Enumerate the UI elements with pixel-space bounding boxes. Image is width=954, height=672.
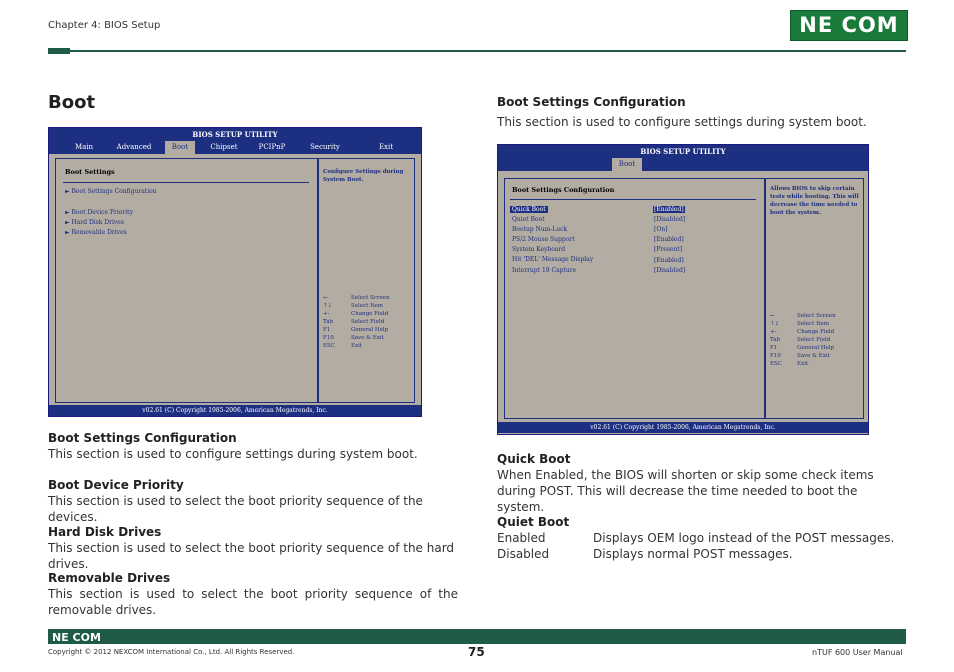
bios-key: Tab bbox=[323, 319, 334, 325]
section-text-removable-drives: This section is used to select the boot priority sequence of the removable drives. bbox=[48, 587, 458, 617]
bios-key-desc: Select Screen bbox=[351, 295, 390, 301]
page-number: 75 bbox=[468, 645, 485, 659]
right-section-title: Boot Settings Configuration bbox=[497, 95, 686, 109]
bios-menubar bbox=[498, 158, 868, 171]
bios-key: ← bbox=[770, 313, 775, 319]
section-title-hard-disk-drives: Hard Disk Drives bbox=[48, 525, 162, 539]
bios-footer: v02.61 (C) Copyright 1985-2006, American Megatrends, Inc. bbox=[49, 405, 421, 416]
bios-key-desc: Save & Exit bbox=[351, 335, 384, 341]
bios-key-desc: Select Screen bbox=[797, 313, 836, 319]
bios-panel-underline bbox=[510, 199, 756, 200]
bios-key-desc: Select Item bbox=[351, 303, 383, 309]
bios-setting-hit-del[interactable]: Hit 'DEL' Message Display bbox=[512, 256, 594, 263]
bios-key: F1 bbox=[323, 327, 331, 333]
bios-setting-quiet-boot[interactable]: Quiet Boot bbox=[512, 216, 545, 223]
bios-menu-advanced[interactable]: Advanced bbox=[116, 143, 152, 151]
bios-key: ESC bbox=[323, 343, 335, 349]
header-rule-accent bbox=[48, 48, 70, 54]
bios-key: +- bbox=[323, 311, 330, 317]
bios-key: F10 bbox=[770, 353, 781, 359]
nexcom-logo bbox=[790, 10, 908, 41]
bios-key-desc: General Help bbox=[351, 327, 389, 333]
bios-key: F1 bbox=[770, 345, 778, 351]
bios-key: ESC bbox=[770, 361, 782, 367]
bios-item-boot-device-priority[interactable]: ► Boot Device Priority bbox=[65, 209, 133, 216]
logo-text: NE COM bbox=[799, 13, 899, 37]
bios-key: ↑↓ bbox=[323, 303, 333, 309]
copyright-text: Copyright © 2012 NEXCOM International Co., Ltd. All Rights Reserved. bbox=[48, 648, 295, 656]
footer-logo: NE COM bbox=[52, 631, 101, 644]
bios-value-quiet-boot[interactable]: [Disabled] bbox=[654, 216, 686, 223]
bios-menu-boot[interactable]: Boot bbox=[165, 141, 195, 154]
bios-value-interrupt-19[interactable]: [Disabled] bbox=[654, 267, 686, 274]
bios-key: Tab bbox=[770, 337, 781, 343]
bios-menu-chipset[interactable]: Chipset bbox=[210, 143, 238, 151]
bios-main-panel bbox=[504, 178, 766, 419]
bios-value-ps2-mouse[interactable]: [Enabled] bbox=[654, 236, 684, 243]
bios-key: F10 bbox=[323, 335, 334, 341]
page-title: Boot bbox=[48, 92, 96, 113]
bios-item-removable-drives[interactable]: ► Removable Drives bbox=[65, 229, 127, 236]
bios-key-desc: Select Field bbox=[797, 337, 831, 343]
quiet-boot-desc-disabled: Displays normal POST messages. bbox=[593, 547, 793, 561]
right-section-intro: This section is used to configure settings during system boot. bbox=[497, 115, 867, 129]
quiet-boot-desc-enabled: Displays OEM logo instead of the POST messages. bbox=[593, 531, 895, 545]
bios-title: BIOS SETUP UTILITY bbox=[49, 128, 421, 141]
footer-bar bbox=[48, 629, 906, 644]
bios-key-desc: Exit bbox=[797, 361, 809, 367]
bios-help-panel bbox=[317, 158, 415, 403]
bios-screen-boot bbox=[48, 127, 422, 417]
bios-item-hard-disk-drives[interactable]: ► Hard Disk Drives bbox=[65, 219, 124, 226]
bios-menu-exit[interactable]: Exit bbox=[378, 143, 394, 151]
bios-menu-security[interactable]: Security bbox=[310, 143, 340, 151]
bios-key: ↑↓ bbox=[770, 321, 780, 327]
bios-key-desc: Select Field bbox=[351, 319, 385, 325]
bios-setting-quick-boot[interactable]: Quick Boot bbox=[512, 206, 546, 213]
section-text-boot-device-priority: This section is used to select the boot priority sequence of the devices. bbox=[48, 494, 423, 524]
bios-help-text: Allows BIOS to skip certain tests while booting. This will decrease the time needed to boot the system. bbox=[770, 186, 859, 216]
bios-key-desc: General Help bbox=[797, 345, 835, 351]
bios-item-boot-settings-config[interactable]: ► Boot Settings Configuration bbox=[65, 188, 157, 195]
section-text-quick-boot: When Enabled, the BIOS will shorten or skip some check items during POST. This will decrease the time needed to boot the system. bbox=[497, 468, 874, 514]
quiet-boot-opt-disabled: Disabled bbox=[497, 547, 550, 561]
bios-setting-interrupt-19[interactable]: Interrupt 19 Capture bbox=[512, 267, 577, 274]
bios-menu-boot[interactable]: Boot bbox=[612, 158, 642, 171]
bios-menu-main[interactable]: Main bbox=[74, 143, 94, 151]
bios-screen-boot-settings-config bbox=[497, 144, 869, 435]
bios-footer: v02.61 (C) Copyright 1985-2006, American Megatrends, Inc. bbox=[498, 422, 868, 433]
bios-menubar bbox=[49, 141, 421, 154]
footer-square-icon bbox=[898, 637, 905, 644]
bios-key: +- bbox=[770, 329, 777, 335]
bios-panel-title: Boot Settings Configuration bbox=[512, 186, 615, 194]
bios-setting-bootup-numlock[interactable]: Bootup Num-Lock bbox=[512, 226, 568, 233]
bios-panel-underline bbox=[63, 182, 309, 183]
chapter-label: Chapter 4: BIOS Setup bbox=[48, 20, 161, 31]
section-text-hard-disk-drives: This section is used to select the boot priority sequence of the hard drives. bbox=[48, 541, 455, 571]
footer-square-icon bbox=[889, 630, 896, 637]
section-title-quiet-boot: Quiet Boot bbox=[497, 515, 570, 529]
bios-panel-title: Boot Settings bbox=[65, 168, 115, 176]
header-rule bbox=[48, 50, 906, 52]
section-title-boot-device-priority: Boot Device Priority bbox=[48, 478, 184, 492]
bios-key-desc: Exit bbox=[351, 343, 363, 349]
manual-name: nTUF 600 User Manual bbox=[812, 648, 903, 657]
bios-value-hit-del[interactable]: [Enabled] bbox=[654, 257, 684, 264]
bios-key-desc: Change Field bbox=[351, 311, 389, 317]
bios-value-quick-boot[interactable]: [Enabled] bbox=[654, 206, 684, 213]
section-text-boot-settings-config: This section is used to configure settings during system boot. bbox=[48, 447, 418, 461]
bios-value-system-keyboard[interactable]: [Present] bbox=[654, 246, 683, 253]
bios-key-desc: Save & Exit bbox=[797, 353, 830, 359]
bios-value-bootup-numlock[interactable]: [On] bbox=[654, 226, 668, 233]
section-title-removable-drives: Removable Drives bbox=[48, 571, 171, 585]
section-title-boot-settings-config: Boot Settings Configuration bbox=[48, 431, 237, 445]
section-title-quick-boot: Quick Boot bbox=[497, 452, 571, 466]
bios-help-text: Configure Settings during System Boot. bbox=[323, 169, 404, 183]
bios-key-desc: Select Item bbox=[797, 321, 829, 327]
key: ← bbox=[323, 295, 328, 301]
bios-setting-ps2-mouse[interactable]: PS/2 Mouse Support bbox=[512, 236, 575, 243]
bios-key-select-screen bbox=[323, 295, 328, 301]
bios-key-desc: Change Field bbox=[797, 329, 835, 335]
quiet-boot-opt-enabled: Enabled bbox=[497, 531, 546, 545]
bios-title: BIOS SETUP UTILITY bbox=[498, 145, 868, 158]
bios-setting-system-keyboard[interactable]: System Keyboard bbox=[512, 246, 566, 253]
bios-menu-pcipnp[interactable]: PCIPnP bbox=[258, 143, 286, 151]
